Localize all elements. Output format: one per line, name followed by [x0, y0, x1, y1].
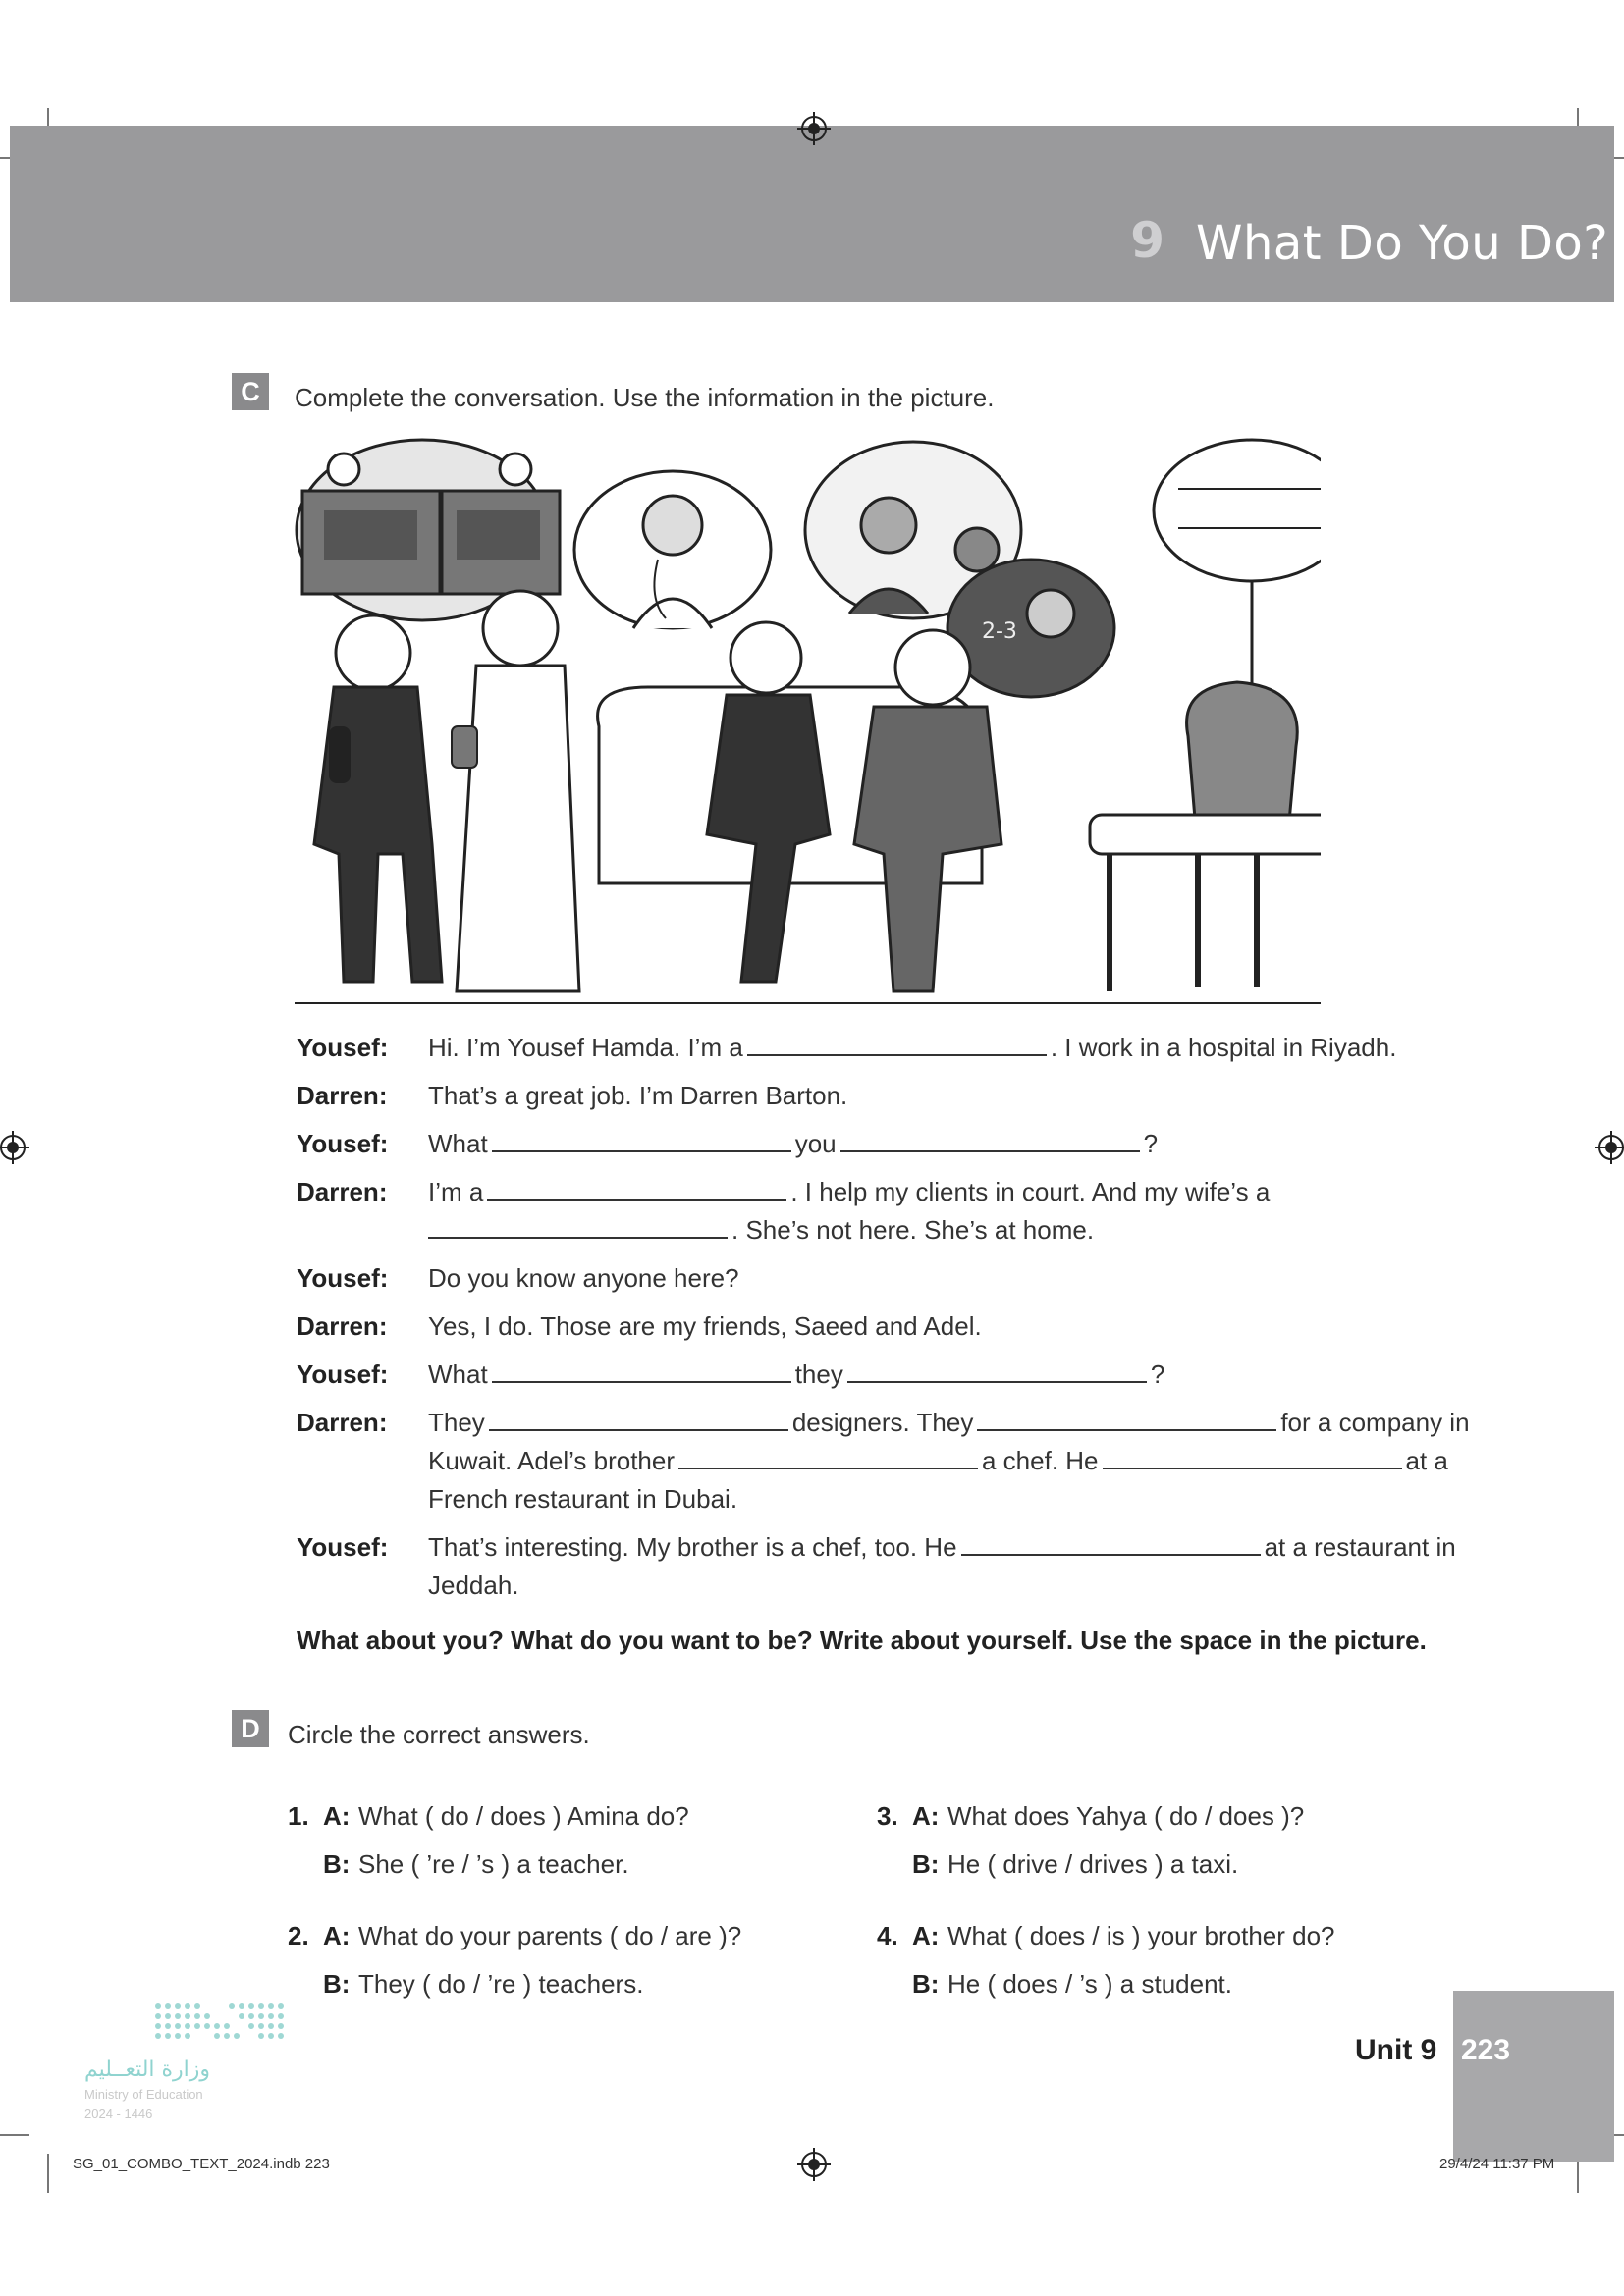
speaker-name: Yousef: [297, 1532, 389, 1562]
dialogue-line [297, 1077, 1485, 1115]
dialogue-text: Yes, I do. Those are my friends, Saeed and Adel. [428, 1311, 982, 1341]
ministry-year: 2024 - 1446 [84, 2107, 153, 2121]
empty-speech-bubble-icon [1154, 440, 1321, 712]
ministry-name-english: Ministry of Education [84, 2087, 203, 2102]
teacher-bubble-icon [947, 560, 1114, 697]
speaker-name: Darren: [297, 1311, 388, 1341]
answer-blank[interactable] [492, 1125, 791, 1152]
dialogue-line [297, 1528, 1485, 1605]
slug-date-time: 29/4/24 11:37 PM [1439, 2156, 1555, 2172]
dialogue-line [297, 1356, 1485, 1394]
dialogue-text: What they ? [428, 1356, 1485, 1394]
speaker-name: Darren: [297, 1081, 388, 1110]
answer-blank[interactable] [961, 1528, 1261, 1556]
dialogue-text: Hi. I’m Yousef Hamda. I’m a . I work in a hospital in Riyadh. [428, 1029, 1485, 1067]
dialogue-text: I’m a . I help my clients in court. And my wife’s a . She’s not here. She’s at home. [428, 1173, 1485, 1250]
answer-blank[interactable] [977, 1404, 1276, 1431]
slug-file-info: SG_01_COMBO_TEXT_2024.indb 223 [73, 2156, 330, 2172]
speaker-b-label: B: [323, 1849, 351, 1879]
speaker-a-label: A: [912, 1801, 940, 1831]
crop-mark [47, 2154, 49, 2193]
speaker-name: Yousef: [297, 1033, 389, 1062]
speaker-name: Yousef: [297, 1263, 389, 1293]
dialogue-text: Do you know anyone here? [428, 1263, 739, 1293]
question-text[interactable]: What do your parents ( do / are )? [358, 1921, 742, 1950]
person-man-thobe-icon [452, 591, 579, 991]
registration-mark-icon [801, 2152, 827, 2177]
question-item [288, 1912, 741, 2008]
answer-blank[interactable] [428, 1211, 728, 1239]
chair-icon [1090, 682, 1321, 991]
answer-blank[interactable] [487, 1173, 786, 1201]
question-text[interactable]: What ( do / does ) Amina do? [358, 1801, 689, 1831]
person-man-dark-jacket-icon [314, 615, 442, 982]
section-c-instruction: Complete the conversation. Use the information in the picture. [295, 383, 995, 412]
question-number: 4. [877, 1921, 898, 1950]
party-illustration [295, 432, 1321, 1006]
answer-text[interactable]: They ( do / ’re ) teachers. [358, 1969, 644, 1999]
doctor-bubble-icon [574, 471, 771, 628]
speaker-name: Yousef: [297, 1129, 389, 1158]
speaker-a-label: A: [323, 1921, 351, 1950]
answer-blank[interactable] [492, 1356, 791, 1383]
page-title: What Do You Do? [1196, 216, 1609, 271]
question-text[interactable]: What does Yahya ( do / does )? [947, 1801, 1305, 1831]
dialogue-line [297, 1125, 1485, 1163]
answer-text[interactable]: She ( ’re / ’s ) a teacher. [358, 1849, 629, 1879]
header-band [10, 126, 1614, 302]
section-c-badge: C [232, 373, 269, 410]
answer-blank[interactable] [1103, 1442, 1402, 1469]
answer-blank[interactable] [489, 1404, 788, 1431]
dialogue-text: What you ? [428, 1125, 1485, 1163]
answer-text[interactable]: He ( drive / drives ) a taxi. [947, 1849, 1239, 1879]
section-d-badge: D [232, 1710, 269, 1747]
dialogue-line [297, 1308, 1485, 1346]
person-young-man-seated-icon [707, 622, 830, 982]
speaker-name: Yousef: [297, 1360, 389, 1389]
registration-mark-icon [1598, 1135, 1624, 1160]
answer-text[interactable]: He ( does / ’s ) a student. [947, 1969, 1232, 1999]
speaker-b-label: B: [912, 1849, 940, 1879]
speaker-b-label: B: [323, 1969, 351, 1999]
svg-text:2-3: 2-3 [982, 619, 1017, 644]
dialogue-text: They designers. They for a company in Kuwait. Adel’s brother a chef. He at a French restaurant in Dubai. [428, 1404, 1485, 1519]
follow-up-prompt: What about you? What do you want to be? Write about yourself. Use the space in the picture. [297, 1626, 1427, 1655]
page-tab [1453, 1991, 1614, 2162]
conversation [297, 1029, 1485, 1615]
answer-blank[interactable] [840, 1125, 1140, 1152]
dialogue-text: That’s interesting. My brother is a chef, too. He at a restaurant in Jeddah. [428, 1528, 1485, 1605]
dialogue-line [297, 1404, 1485, 1519]
unit-label: Unit 9 [1355, 2034, 1437, 2066]
person-older-man-seated-icon [854, 630, 1001, 991]
ministry-name-arabic: وزارة التعــليم [84, 2057, 211, 2082]
question-number: 1. [288, 1801, 309, 1831]
speaker-a-label: A: [323, 1801, 351, 1831]
answer-blank[interactable] [847, 1356, 1147, 1383]
registration-mark-icon [801, 116, 827, 141]
page-number: 223 [1461, 2034, 1511, 2066]
registration-mark-icon [0, 1135, 26, 1160]
crop-mark [0, 2134, 29, 2136]
question-number: 3. [877, 1801, 898, 1831]
section-d-instruction: Circle the correct answers. [288, 1720, 590, 1749]
answer-blank[interactable] [747, 1029, 1047, 1056]
speaker-a-label: A: [912, 1921, 940, 1950]
question-text[interactable]: What ( does / is ) your brother do? [947, 1921, 1335, 1950]
speaker-name: Darren: [297, 1408, 388, 1437]
question-item [877, 1912, 1335, 2008]
dialogue-line [297, 1259, 1485, 1298]
question-number: 2. [288, 1921, 309, 1950]
speaker-b-label: B: [912, 1969, 940, 1999]
dialogue-text: That’s a great job. I’m Darren Barton. [428, 1081, 848, 1110]
answer-blank[interactable] [678, 1442, 978, 1469]
dialogue-line [297, 1029, 1485, 1067]
speaker-name: Darren: [297, 1177, 388, 1206]
question-item [288, 1792, 689, 1889]
unit-number: 9 [1130, 212, 1164, 269]
question-item [877, 1792, 1304, 1889]
dialogue-line [297, 1173, 1485, 1250]
